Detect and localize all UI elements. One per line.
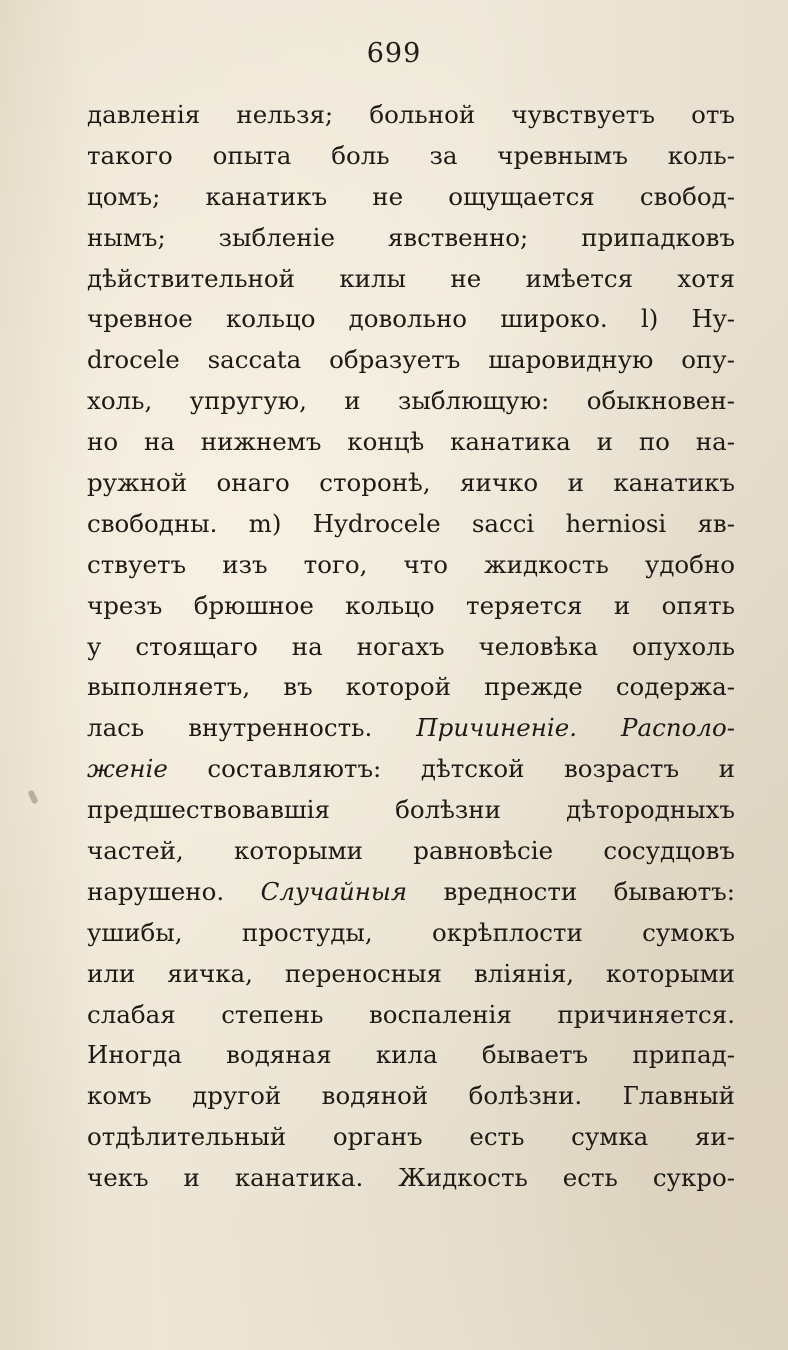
text-line: [87, 1158, 735, 1199]
text-segment: свободны. m) Hydrocele sacci herniosi яв-: [87, 508, 735, 538]
text-segment: лась внутренность.: [87, 713, 417, 743]
text-line: [87, 1076, 735, 1117]
text-segment: давленія нельзя; больной чувствуетъ отъ: [87, 100, 735, 129]
text-segment: Иногда водяная кила бываетъ припад-: [87, 1040, 735, 1070]
text-segment: холь, упругую, и зыблющую: обыкновен-: [87, 386, 735, 416]
text-line: [87, 463, 735, 504]
italic-text-segment: женіе: [87, 754, 168, 784]
text-segment: составляютъ: дѣтской возрастъ и: [167, 754, 735, 784]
text-line: [87, 422, 735, 463]
text-line: [87, 667, 735, 708]
text-segment: нымъ; зыбленіе явственно; припадковъ: [87, 222, 735, 252]
text-segment: чревное кольцо довольно широко. l) Hy-: [87, 304, 735, 334]
text-segment: ружной онаго сторонѣ, яичко и канатикъ: [87, 468, 735, 498]
text-segment: или яичка, переносныя вліянія, которыми: [87, 958, 735, 988]
text-line: [87, 872, 735, 913]
text-segment: чрезъ брюшное кольцо теряется и опять: [87, 590, 735, 620]
text-line: [87, 954, 735, 995]
text-segment: дѣйствительной килы не имѣется хотя: [87, 263, 735, 293]
text-line: [87, 381, 735, 422]
text-line: [87, 299, 735, 340]
text-line: [87, 177, 735, 218]
text-line: [87, 504, 735, 545]
text-line: [87, 913, 735, 954]
text-segment: drocele saccata образуетъ шаровидную опу-: [87, 345, 735, 375]
text-line: [87, 790, 735, 831]
text-segment: частей, которыми равновѣсіе сосудцовъ: [87, 836, 735, 866]
text-line: [87, 586, 735, 627]
text-line: [87, 136, 735, 177]
text-segment: комъ другой водяной болѣзни. Главный: [87, 1081, 735, 1111]
text-line: [87, 831, 735, 872]
text-line: [87, 218, 735, 259]
text-segment: ушибы, простуды, окрѣплости сумокъ: [87, 917, 735, 947]
text-segment: такого опыта боль за чревнымъ коль-: [87, 140, 735, 170]
text-line: [87, 1117, 735, 1158]
text-segment: вредности бываютъ:: [407, 876, 735, 906]
text-segment: слабая степень воспаленія причиняется.: [87, 999, 735, 1029]
text-line: [87, 259, 735, 300]
text-segment: ствуетъ изъ того, что жидкость удобно: [87, 549, 735, 579]
text-line: [87, 627, 735, 668]
text-segment: чекъ и канатика. Жидкость есть сукро-: [87, 1163, 735, 1193]
text-segment: у стоящаго на ногахъ человѣка опухоль: [87, 631, 735, 661]
text-segment: цомъ; канатикъ не ощущается свобод-: [87, 181, 735, 211]
italic-text-segment: Причиненіе. Располо-: [416, 713, 735, 743]
text-line: [87, 995, 735, 1036]
text-line: [87, 749, 735, 790]
page-number: 699: [366, 38, 422, 69]
text-segment: выполняетъ, въ которой прежде содержа-: [87, 672, 735, 702]
text-segment: нарушено.: [87, 876, 261, 906]
text-line: [87, 708, 735, 749]
text-segment: но на нижнемъ концѣ канатика и по на-: [87, 427, 735, 457]
body-text: [87, 95, 735, 1199]
text-line: [87, 340, 735, 381]
ink-smudge: [27, 789, 38, 804]
text-segment: отдѣлительный органъ есть сумка яи-: [87, 1122, 735, 1152]
text-segment: предшествовавшія болѣзни дѣтородныхъ: [87, 795, 735, 825]
text-line: [87, 1035, 735, 1076]
text-line: [87, 95, 735, 136]
text-line: [87, 545, 735, 586]
italic-text-segment: Случайныя: [260, 876, 408, 906]
